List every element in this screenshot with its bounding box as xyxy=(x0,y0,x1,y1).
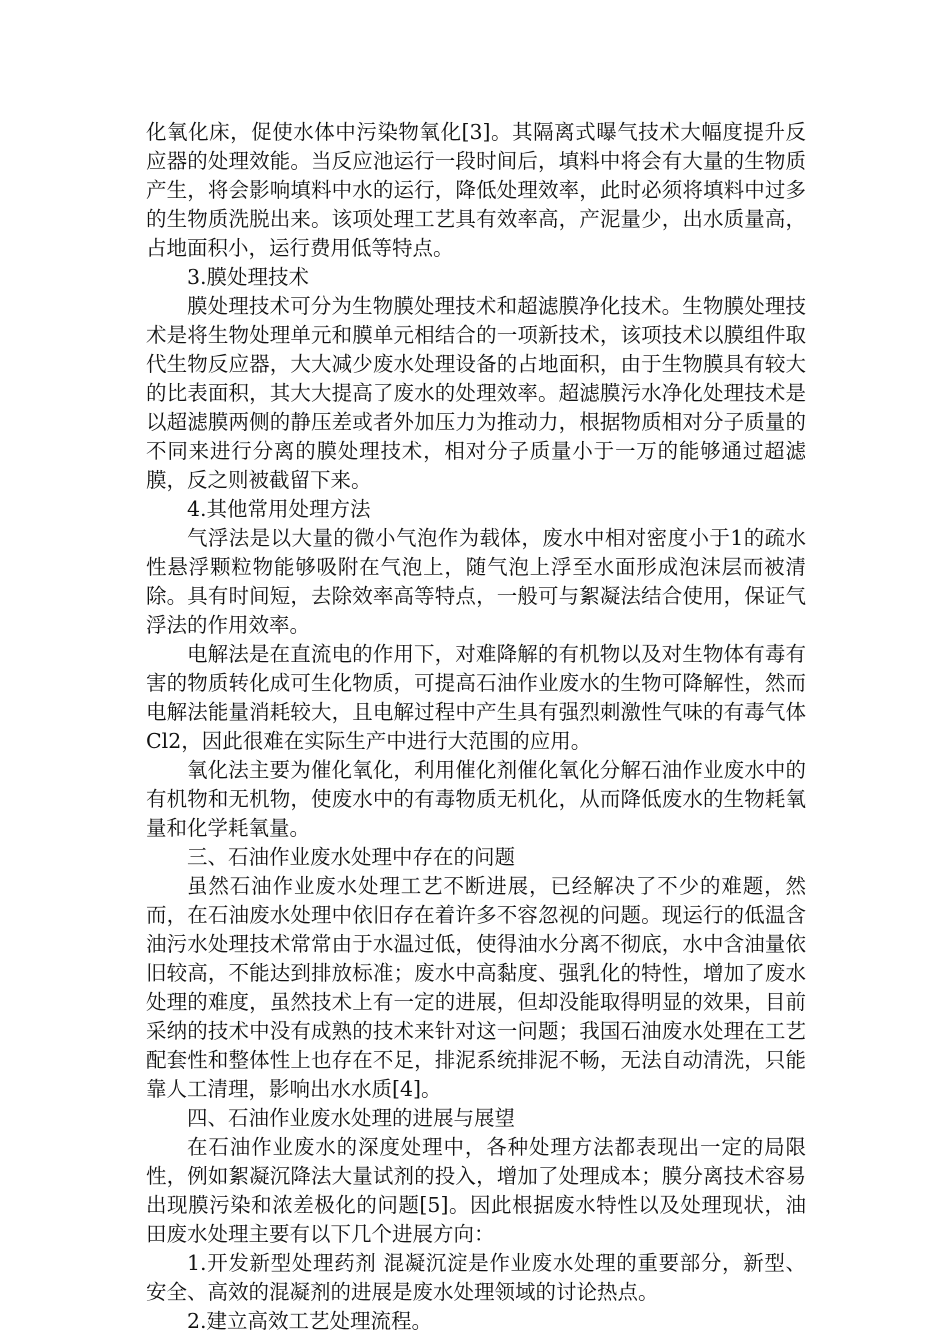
paragraph-membrane-treatment: 膜处理技术可分为生物膜处理技术和超滤膜净化技术。生物膜处理技术是将生物处理单元和膜单元相结合的一项新技术，该项技术以膜组件取代生物反应器，大大减少废水处理设备的占地面积，由于生物膜具有较大的比表面积，其大大提高了废水的处理效率。超滤膜污水净化处理技术是以超滤膜两侧的静压差或者外加压力为推动力，根据物质相对分子质量的不同来进行分离的膜处理技术，相对分子质量小于一万的能够通过超滤膜，反之则被截留下来。 xyxy=(146,294,806,492)
list-item-new-agents: 1.开发新型处理药剂 混凝沉淀是作业废水处理的重要部分，新型、安全、高效的混凝剂的进展是废水处理领域的讨论热点。 xyxy=(146,1251,806,1304)
document-body xyxy=(146,118,806,1336)
paragraph-continuation: 化氧化床，促使水体中污染物氧化[3]。其隔离式曝气技术大幅度提升反应器的处理效能。当反应池运行一段时间后，填料中将会有大量的生物质产生，将会影响填料中水的运行，降低处理效率，此时必须将填料中过多的生物质洗脱出来。该项处理工艺具有效率高，产泥量少，出水质量高，占地面积小，运行费用低等特点。 xyxy=(146,120,806,260)
heading-membrane-treatment: 3.膜处理技术 xyxy=(187,265,310,289)
heading-other-methods: 4.其他常用处理方法 xyxy=(187,497,371,521)
paragraph-electrolysis: 电解法是在直流电的作用下，对难降解的有机物以及对生物体有毒有害的物质转化成可生化物质，可提高石油作业废水的生物可降解性，然而电解法能量消耗较大，且电解过程中产生具有强烈刺激性气味的有毒气体Cl2，因此很难在实际生产中进行大范围的应用。 xyxy=(146,642,806,753)
paragraph-progress-outlook: 在石油作业废水的深度处理中，各种处理方法都表现出一定的局限性，例如絮凝沉降法大量试剂的投入，增加了处理成本；膜分离技术容易出现膜污染和浓差极化的问题[5]。因此根据废水特性以及处理现状，油田废水处理主要有以下几个进展方向： xyxy=(146,1135,806,1246)
heading-section-three: 三、石油作业废水处理中存在的问题 xyxy=(187,845,515,869)
list-item-efficient-process: 2.建立高效工艺处理流程。 xyxy=(187,1309,433,1333)
paragraph-existing-problems: 虽然石油作业废水处理工艺不断进展，已经解决了不少的难题，然而，在石油废水处理中依旧存在着许多不容忽视的问题。现运行的低温含油污水处理技术常常由于水温过低，使得油水分离不彻底，水中含油量依旧较高，不能达到排放标准；废水中高黏度、强乳化的特性，增加了废水处理的难度，虽然技术上有一定的进展，但却没能取得明显的效果，目前采纳的技术中没有成熟的技术来针对这一问题；我国石油废水处理在工艺配套性和整体性上也存在不足，排泥系统排泥不畅，无法自动清洗，只能靠人工清理，影响出水水质[4]。 xyxy=(146,874,806,1101)
paragraph-air-flotation: 气浮法是以大量的微小气泡作为载体，废水中相对密度小于1的疏水性悬浮颗粒物能够吸附在气泡上，随气泡上浮至水面形成泡沫层而被清除。具有时间短，去除效率高等特点，一般可与絮凝法结合使用，保证气浮法的作用效率。 xyxy=(146,526,806,637)
heading-section-four: 四、石油作业废水处理的进展与展望 xyxy=(187,1106,515,1130)
paragraph-oxidation: 氧化法主要为催化氧化，利用催化剂催化氧化分解石油作业废水中的有机物和无机物，使废水中的有毒物质无机化，从而降低废水的生物耗氧量和化学耗氧量。 xyxy=(146,758,806,840)
